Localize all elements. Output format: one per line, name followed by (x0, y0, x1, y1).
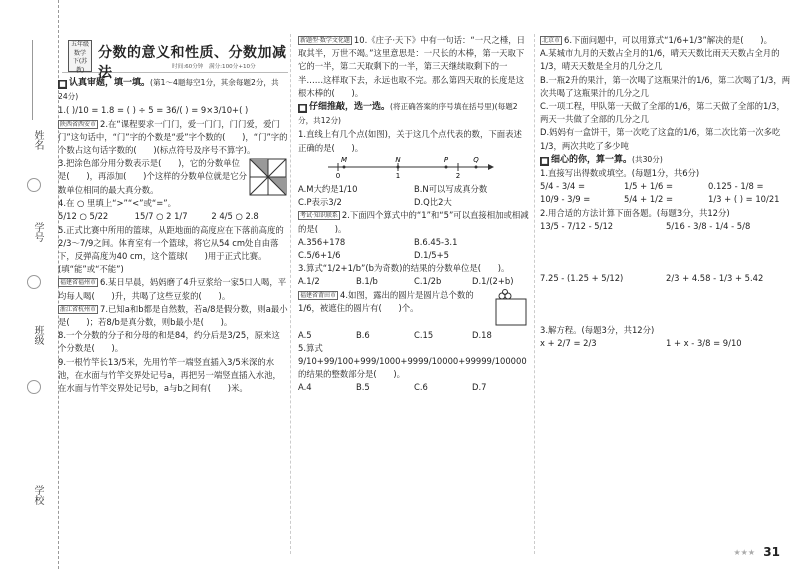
exam-meta: 时间:60分钟 满分:100分+10分 (172, 64, 256, 70)
question-text: 6.某日早晨，妈妈磨了4升豆浆给一家5口人喝，平均每人喝( )升，共喝了这些豆浆的( )。 (58, 277, 287, 301)
option[interactable]: B.5 (356, 382, 370, 393)
section-2-heading (298, 100, 530, 128)
calc-item: 5/4 + 1/2 = (624, 194, 673, 205)
calc-item: 1/3 + ( ) = 10/21 (708, 194, 780, 205)
option[interactable]: D.7 (472, 382, 487, 393)
options (298, 381, 530, 394)
compare-row (58, 210, 288, 223)
calc-item: x + 2/7 = 2/3 (540, 338, 597, 349)
question-text: 3.把涂色部分用分数表示是( )，它的分数单位是( )，再添加( )个这样的分数单位就是它分数单位相同的最大真分数。 (58, 158, 247, 195)
option[interactable]: D.妈妈有一盒饼干，第一次吃了这盒的1/6，第二次比第一次多吃1/3，两次共吃了多少吨 (540, 127, 781, 151)
option[interactable]: C.15 (414, 329, 434, 340)
number-line (298, 155, 530, 179)
choice-6 (540, 34, 792, 47)
point-label: N (395, 155, 401, 164)
header (62, 38, 288, 81)
options (298, 275, 530, 288)
binding-name-label: 姓名 (32, 130, 43, 150)
calc-row (540, 193, 792, 206)
question-5: 5.正式比赛中所用的篮球，从距地面的高度应在下落前高度的2/3～7/9之间。体育室有一个篮球，将它从54 cm处自由落下，反弹高度为40 cm，这个篮球( )用于正式比赛。(填“能”或“不能”) (58, 224, 284, 275)
question-1: 1.( )/10 = 1.8 = ( ) ÷ 5 = 36/( ) = 9×3/10+( ) (58, 105, 249, 116)
calc-item: 1 + x - 3/8 = 9/10 (666, 338, 742, 349)
section-note: (第1～4题每空1分，其余每题2分，共24分) (58, 78, 279, 102)
tick-label: 1 (395, 171, 401, 179)
calc-row (540, 272, 792, 324)
option[interactable]: A.5 (298, 329, 312, 340)
option[interactable]: C.6 (414, 382, 428, 393)
source-tag: 新题型·数学文化题 (300, 37, 350, 44)
source-tag: 陕西省西安市 (60, 120, 97, 128)
grade-text: 五年级 (70, 41, 89, 48)
binding-hole (27, 380, 41, 394)
choice-1: 1.直线上有几个点(如图)，关于这几个点代表的数，下面表述正确的是( )。 (298, 129, 522, 153)
tick-label: 0 (335, 171, 341, 179)
point-label: P (443, 155, 449, 164)
calc-row (540, 337, 792, 350)
compare-item: 5/12 ○ 5/22 (58, 211, 109, 222)
binding-id-label: 学号 (32, 222, 43, 242)
question-text (298, 289, 490, 329)
question-text: 7.已知a和b都是自然数，若a/8是假分数，则a最小是( )；若8/b是真分数，则b最小是( )。 (58, 303, 288, 328)
option[interactable]: D.18 (472, 329, 492, 340)
options (298, 236, 530, 249)
question-body: 4.如图，露出的圆片是圆片总个数的1/6，被遮住的圆片有( )个。 (298, 289, 474, 313)
compare-item: 15/7 ○ 2 1/7 (134, 211, 188, 222)
option[interactable]: A.356+178 (298, 236, 346, 247)
choice-5: 5.算式9/10+99/100+999/1000+9999/10000+99999/100000的结果的整数部分是( )。 (298, 342, 527, 380)
options (298, 249, 530, 262)
calc-item: 7.25 - (1.25 + 5/12) (540, 272, 624, 283)
section-title: 仔细推敲，选一选。 (309, 102, 391, 113)
source-tag: 考试·知识联系 (300, 212, 338, 220)
question-10 (298, 34, 530, 100)
options (298, 183, 530, 196)
calc-item: 5/4 - 3/4 = (540, 181, 585, 192)
option[interactable]: A.4 (298, 382, 312, 393)
section-note: (共30分) (632, 154, 663, 164)
option[interactable]: D.1/(2+b) (472, 276, 514, 287)
option[interactable]: C.5/6+1/6 (298, 250, 341, 261)
binding-school-label: 学校 (32, 485, 43, 505)
options (298, 196, 530, 209)
option[interactable]: B.6.45-3.1 (414, 236, 458, 247)
option[interactable]: D.1/5+5 (414, 250, 449, 261)
page-number: 31 (763, 545, 780, 559)
calc-2: 2.用合适的方法计算下面各题。(每题3分，共12分) (540, 207, 730, 218)
source-tag: 北京市 (542, 37, 561, 44)
question-6 (58, 276, 288, 302)
binding-hole (27, 275, 41, 289)
option[interactable]: C.1/2b (414, 276, 442, 287)
section-note: (将正确答案的序号填在括号里)(每题2分，共12分) (298, 102, 518, 126)
column-1 (58, 76, 288, 395)
source-tag: 浙江省杭州市 (60, 305, 97, 313)
binding-line (32, 40, 33, 120)
compare-item: 2 4/5 ○ 2.8 (211, 211, 259, 222)
question-3 (58, 157, 288, 197)
section-icon: ■ (541, 156, 548, 165)
calc-item: 5/16 - 3/8 - 1/4 - 5/8 (666, 220, 751, 231)
calc-row (540, 180, 792, 193)
calc-3: 3.解方程。(每题3分，共12分) (540, 324, 655, 335)
option[interactable]: B.1/b (356, 276, 378, 287)
question-8: 8.一个分数的分子和分母的和是84，约分后是3/25，原来这个分数是( )。 (58, 330, 280, 354)
question-7 (58, 303, 288, 329)
question-text: 6.下面问题中，可以用算式“1/6+1/3”解决的是( )。 (564, 35, 772, 45)
tick-label: 2 (455, 171, 461, 179)
point-label: Q (473, 155, 479, 164)
question-text: 2.在“课程要求一门门，爱一门门，门门爱，爱门门”这句话中，“门”字的个数是“爱”字个数的( )，“门”字的个数占这句话字数的( )(标点符号及序号不算字)。 (58, 118, 288, 156)
section-icon: ■ (59, 80, 66, 88)
question-text: 10.《庄子·天下》中有一句话：“一尺之棰，日取其半，万世不竭。”这里意思是：一尺长的木棒，第一天取下它的一半，第二天取剩下的一半，第三天继续取剩下的一半……这样取下去，永远也取不完。那么第四天取的长度是这根木棒的( )。 (298, 35, 525, 98)
option[interactable]: B.一瓶2升的果汁，第一次喝了这瓶果汁的1/6，第二次喝了1/3，两次共喝了这瓶果汁的几分之几 (540, 74, 791, 98)
calc-item: 0.125 - 1/8 = (708, 181, 764, 192)
point-label: M (340, 155, 348, 164)
option[interactable]: A.M大约是1/10 (298, 184, 358, 195)
source-tag: 福建省莆田市 (300, 291, 337, 299)
page-title: 分数的意义和性质、分数加减法 (98, 45, 287, 81)
column-divider (534, 34, 535, 554)
option[interactable]: C.P表示3/2 (298, 197, 342, 208)
question-9: 9.一根竹竿长13/5米，先用竹竿一端竖直插入3/5米深的水池，在水面与竹竿交界处记号a，再把另一端竖直插入水池，在水面与竹竿交界处记号b，a与b之间有( )米。 (58, 356, 281, 394)
binding-strip (0, 0, 59, 569)
section-1-heading (58, 76, 288, 104)
grade-badge (68, 40, 92, 72)
option[interactable]: D.Q比2大 (414, 197, 452, 208)
option[interactable]: A.某城市九月的天数占全月的1/6，晴天天数比雨天天数占全月的1/3，晴天天数是全月的几分之几 (540, 48, 780, 72)
column-divider (290, 34, 291, 554)
option[interactable]: A.1/2 (298, 276, 320, 287)
footer-stars: ★★★ (733, 548, 755, 557)
column-2 (298, 34, 530, 395)
calc-item: 13/5 - 7/12 - 5/12 (540, 220, 614, 231)
question-text: 2.下面四个算式中的“1”和“5”可以直接相加或相减的是( )。 (298, 210, 529, 234)
calc-row (540, 220, 792, 272)
option[interactable]: C.一项工程，甲队第一天做了全部的1/6，第二天做了全部的1/3，两天一共做了全部的几分之几 (540, 101, 785, 125)
subject-text: 数学 (73, 49, 86, 57)
option[interactable]: B.N可以写成真分数 (414, 184, 488, 195)
circles-figure (490, 289, 530, 329)
binding-hole (27, 178, 41, 192)
binding-class-label: 班级 (32, 325, 43, 345)
column-3 (540, 34, 792, 350)
choice-3: 3.算式“1/2+1/b”(b为奇数)的结果的分数单位是( )。 (298, 263, 510, 274)
section-3-heading (540, 153, 792, 167)
source-tag: 福建省福州市 (60, 279, 97, 287)
edition-text: 下(苏教) (72, 58, 88, 74)
shaded-square-figure (248, 157, 288, 197)
choice-4 (298, 289, 530, 329)
section-title: 认真审题，填一填。 (69, 78, 151, 88)
options (298, 329, 530, 342)
option[interactable]: B.6 (356, 329, 370, 340)
calc-item: 2/3 + 4.58 - 1/3 + 5.42 (666, 272, 764, 283)
calc-item: 1/5 + 1/6 = (624, 181, 673, 192)
question-2 (58, 118, 288, 158)
question-4: 4.在 ○ 里填上“>”“<”或“=”。 (58, 198, 176, 209)
calc-item: 10/9 - 3/9 = (540, 194, 591, 205)
section-title: 细心的你，算一算。 (551, 154, 633, 165)
calc-1: 1.直接写出得数或填空。(每题1分，共6分) (540, 168, 700, 179)
section-icon: ■ (299, 104, 306, 113)
choice-2 (298, 209, 530, 235)
